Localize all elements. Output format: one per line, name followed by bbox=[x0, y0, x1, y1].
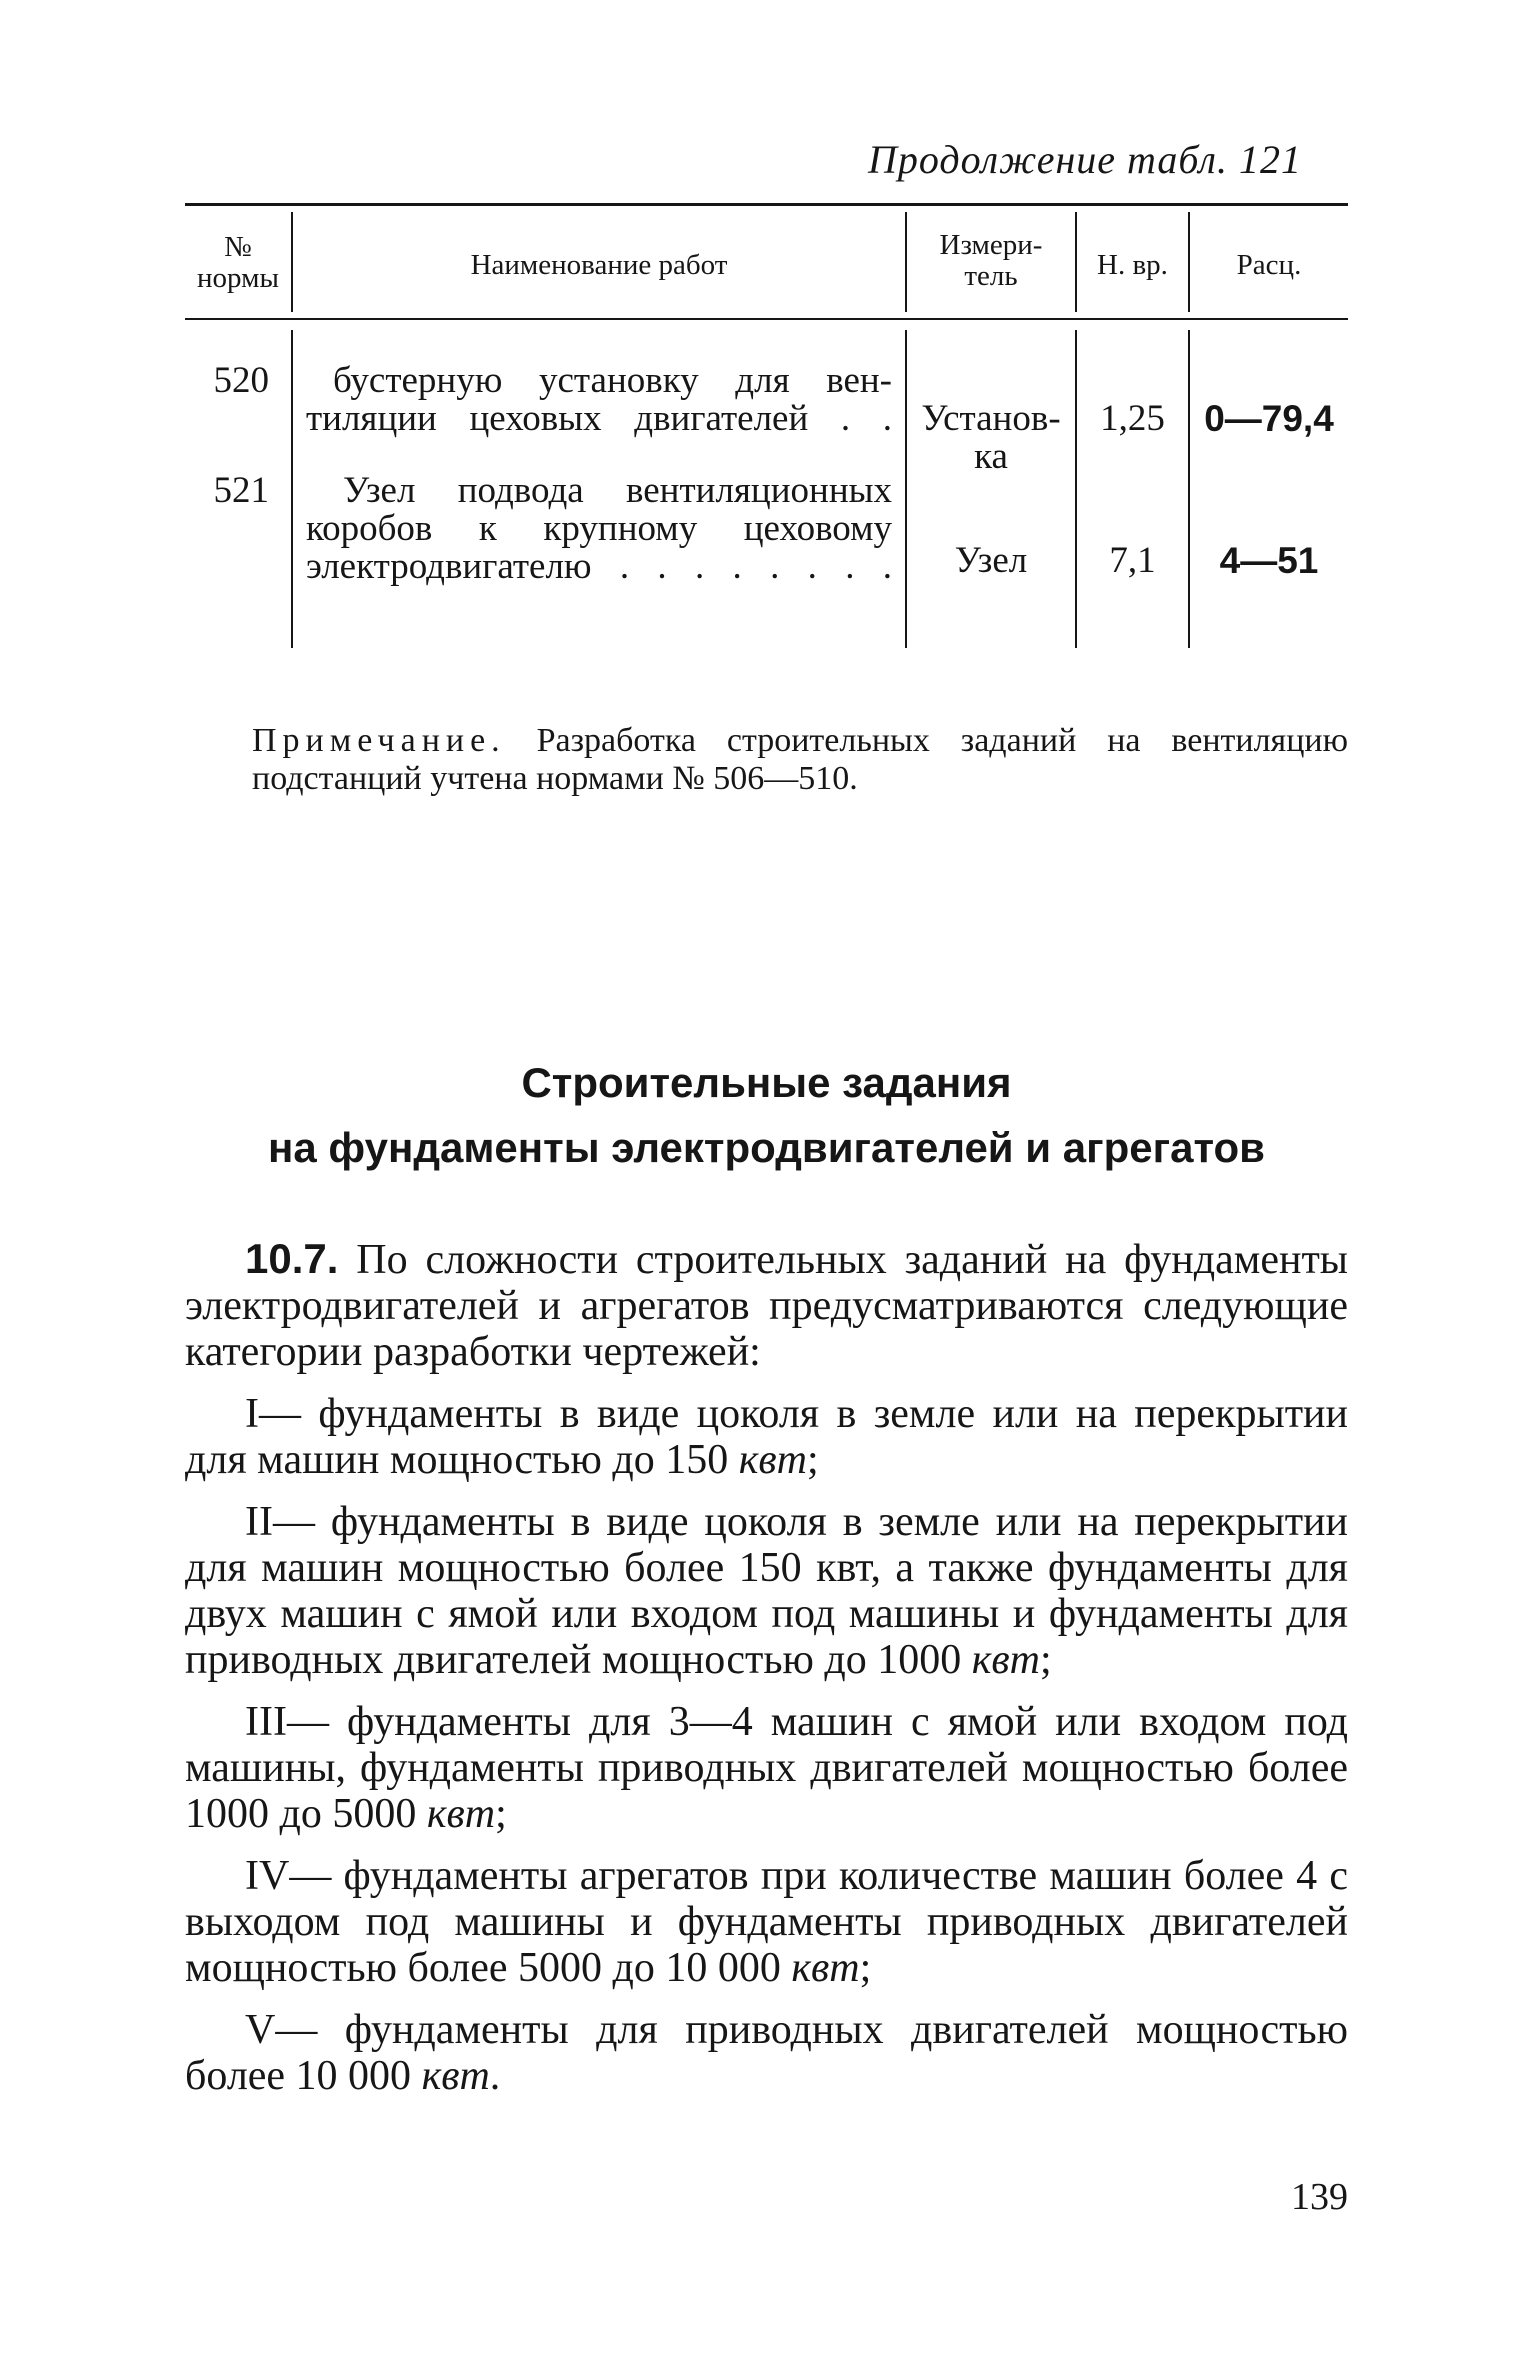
row-work-description bbox=[306, 362, 892, 438]
category-numeral: II bbox=[245, 1499, 273, 1545]
category-numeral: IV bbox=[245, 1853, 290, 1899]
category-numeral: III bbox=[245, 1699, 287, 1745]
row-unit-line: Узел bbox=[954, 540, 1028, 581]
section-title-line2: на фундаменты электродвигателей и агрегатов bbox=[268, 1124, 1265, 1171]
category-text: — фундаменты в виде цоколя в земле или на перекрытии для машин мощностью до 150 bbox=[185, 1391, 1348, 1483]
category-text: — фундаменты для 3—4 машин с ямой или входом под машины, фундаменты приводных двигателей мощностью более 1000 до 5000 bbox=[185, 1699, 1348, 1837]
unit-text: квт bbox=[421, 2053, 490, 2099]
header-time-norm: Н. вр. bbox=[1097, 249, 1168, 281]
header-unit-line2: тель bbox=[964, 260, 1018, 292]
section-heading bbox=[185, 1050, 1348, 1180]
category-text: — фундаменты агрегатов при количестве машин более 4 с выходом под машины и фундаменты приводных двигателей мощностью более 5000 до 10 000 bbox=[185, 1853, 1348, 1991]
punctuation: ; bbox=[806, 1437, 819, 1483]
page-number: 139 bbox=[1291, 2176, 1348, 2218]
header-work-name: Наименование работ bbox=[470, 249, 728, 281]
header-norm-number bbox=[185, 232, 291, 294]
category-item bbox=[185, 1499, 1348, 1683]
clause-number: 10.7. bbox=[245, 1235, 339, 1282]
unit-text: квт bbox=[426, 1791, 496, 1837]
row-work-line: коробов к крупному цеховому bbox=[306, 508, 892, 549]
punctuation: ; bbox=[859, 1945, 872, 1991]
row-unit bbox=[907, 400, 1075, 476]
category-item bbox=[185, 1699, 1348, 1837]
category-numeral: I bbox=[245, 1391, 259, 1437]
table-note bbox=[252, 722, 1348, 798]
unit-text: квт bbox=[738, 1437, 807, 1483]
unit-text: квт bbox=[791, 1945, 860, 1991]
category-text: — фундаменты для приводных двигателей мощностью более 10 000 bbox=[185, 2007, 1348, 2099]
note-label: Примечание. bbox=[252, 722, 506, 759]
category-item bbox=[185, 2007, 1348, 2099]
row-rate: 0—79,4 bbox=[1204, 398, 1334, 439]
row-norm-number: 520 bbox=[213, 360, 269, 401]
row-work-line: Узел подвода вентиляционных bbox=[343, 470, 892, 511]
row-rate: 4—51 bbox=[1219, 540, 1319, 581]
table-header-rule bbox=[185, 318, 1348, 320]
header-unit-line1: Измери- bbox=[939, 229, 1043, 261]
row-time-norm: 7,1 bbox=[1109, 540, 1156, 581]
paragraph-text: По сложности строительных заданий на фундаменты электродвигателей и агрегатов предусматриваются следующие категории разработки чертежей: bbox=[185, 1237, 1349, 1375]
category-item bbox=[185, 1391, 1348, 1483]
row-unit-line: ка bbox=[974, 436, 1008, 477]
header-unit bbox=[907, 230, 1075, 292]
punctuation: ; bbox=[495, 1791, 507, 1837]
table-body-divider bbox=[291, 330, 293, 648]
header-norm-number-line1: № bbox=[224, 231, 252, 263]
row-work-line: электродвигателю . . . . . . . . bbox=[306, 546, 892, 587]
table-top-rule bbox=[185, 203, 1348, 206]
row-work-description bbox=[306, 472, 892, 586]
table-body-divider bbox=[1075, 330, 1077, 648]
row-unit-line: Установ- bbox=[921, 398, 1061, 439]
row-unit bbox=[907, 542, 1075, 580]
unit-text: квт bbox=[971, 1637, 1040, 1683]
punctuation: . bbox=[489, 2053, 501, 2099]
table-continuation-caption: Продолжение табл. 121 bbox=[867, 137, 1302, 182]
body-text bbox=[185, 1236, 1348, 2099]
header-rate: Расц. bbox=[1236, 249, 1302, 281]
punctuation: ; bbox=[1039, 1637, 1052, 1683]
section-title-line1: Строительные задания bbox=[521, 1059, 1012, 1106]
table-body-divider bbox=[1188, 330, 1190, 648]
table-body-divider bbox=[905, 330, 907, 648]
category-text: — фундаменты в виде цоколя в земле или на перекрытии для машин мощностью более 150 квт, а также фундаменты для двух машин с ямой или входом под машины и фундаменты для приводных двигателей мощностью до 1000 bbox=[185, 1499, 1348, 1683]
header-norm-number-line2: нормы bbox=[197, 262, 279, 294]
note-text: Разработка строительных заданий на вентиляцию подстанций учтена нормами № 506—510. bbox=[252, 722, 1348, 797]
category-item bbox=[185, 1853, 1348, 1991]
row-norm-number: 521 bbox=[213, 470, 269, 511]
row-work-line: тиляции цеховых двигателей . . bbox=[306, 398, 892, 439]
row-work-line: бустерную установку для вен- bbox=[333, 360, 892, 401]
category-numeral: V bbox=[245, 2007, 276, 2053]
row-time-norm: 1,25 bbox=[1100, 398, 1165, 439]
paragraph-10-7 bbox=[185, 1236, 1348, 1375]
